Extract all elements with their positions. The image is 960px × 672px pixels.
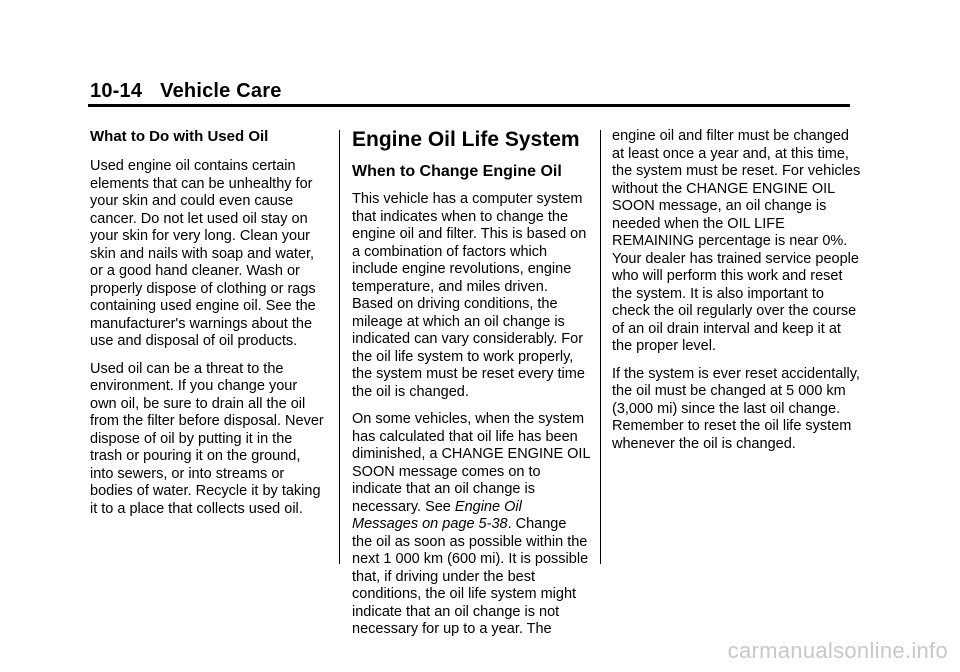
header-rule xyxy=(88,104,850,107)
column-2 xyxy=(352,128,590,649)
paragraph-text: . Change the oil as soon as possible within the next 1 000 km (600 mi). It is possible that, if driving under the best conditions, the oil life system might indicate that an oil change is not necessary for up to a year. The xyxy=(352,516,589,637)
used-oil-paragraph-1: Used engine oil contains certain elements that can be unhealthy for your skin and could even cause cancer. Do not let used oil stay on your skin for very long. Clean your skin and nails with soap and water, or a good hand cleaner. Wash or properly dispose of clothing or rags containing used engine oil. See the manufacturer's warnings about the use and disposal of oil products. xyxy=(90,158,316,349)
change-oil-paragraph-2 xyxy=(352,411,590,639)
page-number: 10-14 xyxy=(90,80,143,102)
page-header xyxy=(90,80,282,103)
oil-life-paragraph-2: If the system is ever reset accidentally, the oil must be changed at 5 000 km (3,000 mi) since the last oil change. Remember to reset the oil life system whenever the oil is changed. xyxy=(612,365,860,452)
used-oil-paragraph-2: Used oil can be a threat to the environment. If you change your own oil, be sure to drain all the oil from the filter before disposal. Never dispose of oil by putting it in the trash or pouring it on the ground, into sewers, or into streams or bodies of water. Recycle it by taking it to a place that collects used oil. xyxy=(90,360,324,517)
column-3 xyxy=(612,128,862,463)
change-oil-paragraph-1: This vehicle has a computer system that indicates when to change the engine oil and filter. This is based on a combination of factors which include engine revolutions, engine temperature, and miles driven. Based on driving conditions, the mileage at which an oil change is indicated can vary considerably. For the oil life system to work properly, the system must be reset every time the oil is changed. xyxy=(352,191,587,400)
watermark: carmanualsonline.info xyxy=(727,638,948,663)
cross-reference-link[interactable]: Engine Oil Messages on page 5-38 xyxy=(352,498,522,532)
section-title: Engine Oil Life System xyxy=(352,128,580,151)
used-oil-heading: What to Do with Used Oil xyxy=(90,128,269,145)
change-oil-heading: When to Change Engine Oil xyxy=(352,163,562,180)
paragraph-text: On some vehicles, when the system has calculated that oil life has been diminished, a CHANGE ENGINE OIL SOON message comes on to indicate that an oil change is necessary. See xyxy=(352,411,590,515)
column-divider-1 xyxy=(339,130,340,564)
column-divider-2 xyxy=(600,130,601,564)
column-1 xyxy=(90,128,326,528)
oil-life-paragraph-1: engine oil and filter must be changed at least once a year and, at this time, the system must be reset. For vehicles without the CHANGE ENGINE OIL SOON message, an oil change is needed when the OIL LIFE REMAINING percentage is near 0%. Your dealer has trained service people who will perform this work and reset the system. It is also important to check the oil regularly over the course of an oil drain interval and keep it at the proper level. xyxy=(612,128,861,354)
chapter-title: Vehicle Care xyxy=(160,80,282,102)
